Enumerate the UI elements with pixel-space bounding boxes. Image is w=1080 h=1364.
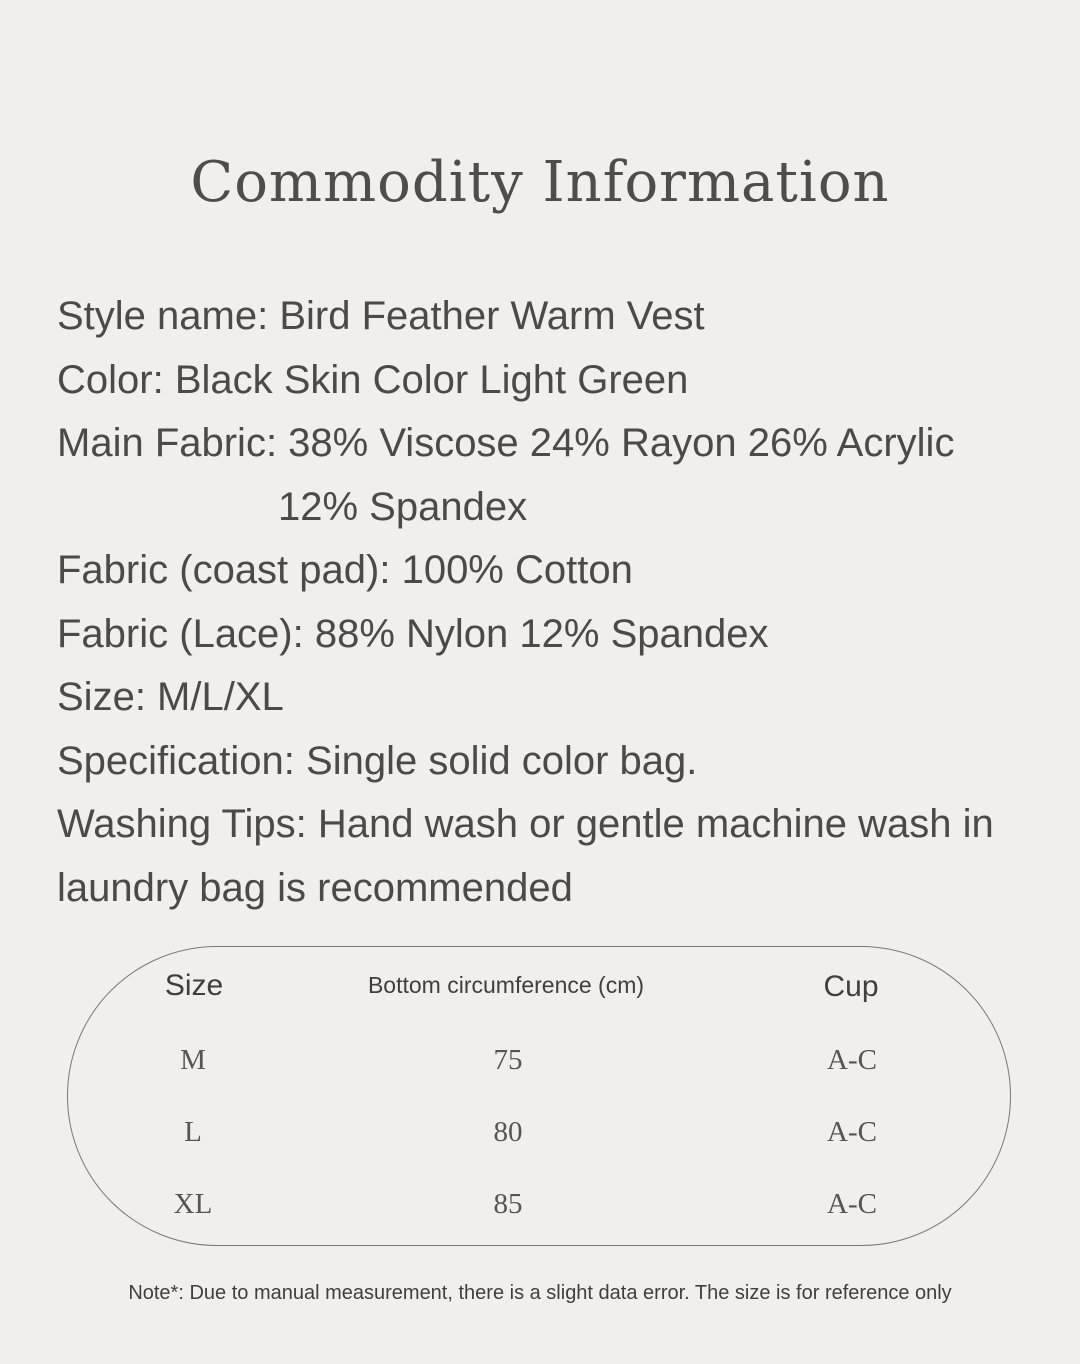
cup-cell-l: A-C (827, 1116, 877, 1148)
bottom-cell-l: 80 (493, 1116, 523, 1148)
color-line: Color: Black Skin Color Light Green (57, 357, 689, 402)
measurement-note: Note*: Due to manual measurement, there is a slight data error. The size is for reference only (128, 1282, 952, 1304)
size-line: Size: M/L/XL (57, 675, 284, 719)
specification-line: Specification: Single solid color bag. (57, 738, 698, 783)
commodity-info (57, 285, 1057, 920)
bottom-circumference-header: Bottom circumference (cm) (367, 972, 645, 998)
style-name-line: Style name: Bird Feather Warm Vest (57, 294, 705, 338)
page-title: Commodity Information (190, 150, 890, 215)
size-cell-xl: XL (173, 1188, 213, 1220)
main-fabric-continued-line: 12% Spandex (278, 484, 528, 529)
size-header: Size (164, 969, 224, 1002)
washing-tips-line: Washing Tips: Hand wash or gentle machine wash in (57, 802, 994, 846)
bottom-cell-m: 75 (493, 1044, 523, 1076)
bottom-cell-xl: 85 (493, 1188, 523, 1220)
main-fabric-line: Main Fabric: 38% Viscose 24% Rayon 26% Acrylic (57, 421, 955, 465)
cup-cell-xl: A-C (827, 1188, 877, 1220)
size-cell-m: M (180, 1044, 206, 1076)
cup-header: Cup (823, 970, 879, 1003)
size-table (67, 946, 1011, 1246)
cup-cell-m: A-C (827, 1044, 877, 1076)
washing-tips-continued-line: laundry bag is recommended (57, 865, 573, 910)
size-cell-l: L (184, 1116, 202, 1148)
fabric-lace-line: Fabric (Lace): 88% Nylon 12% Spandex (57, 611, 769, 656)
fabric-coast-pad-line: Fabric (coast pad): 100% Cotton (57, 548, 633, 592)
